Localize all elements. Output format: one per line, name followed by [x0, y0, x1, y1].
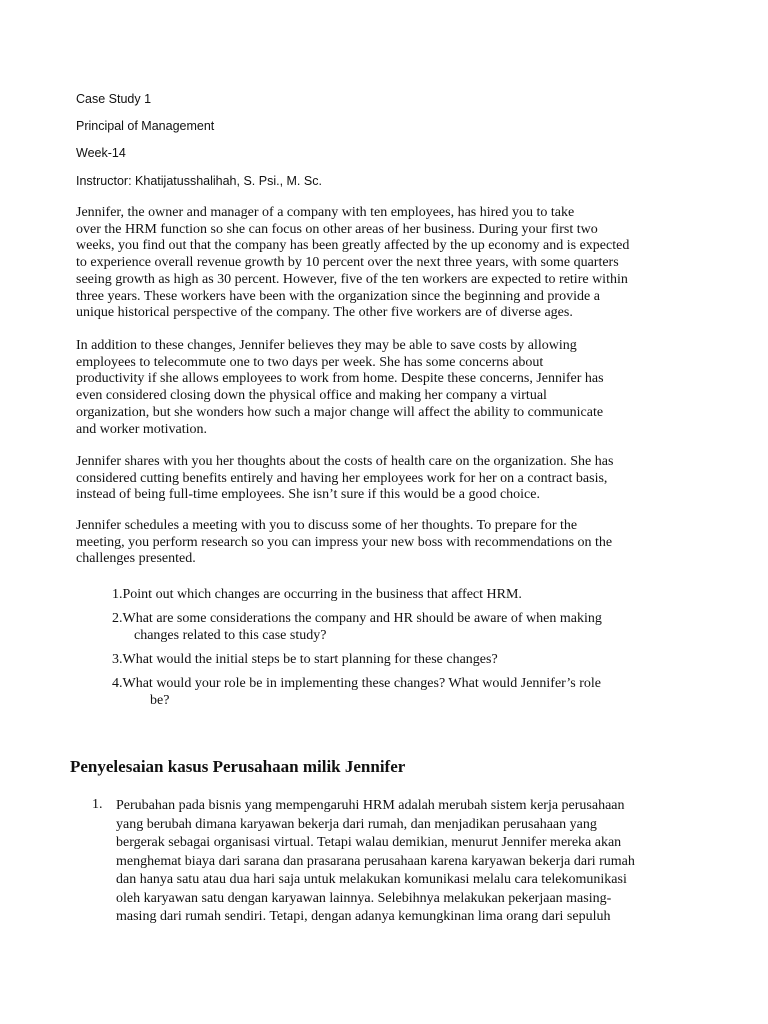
answer-heading: Penyelesaian kasus Perusahaan milik Jennifer [70, 757, 406, 776]
case-study-label: Case Study 1 [76, 92, 152, 106]
paragraph-health-care: Jennifer shares with you her thoughts about the costs of health care on the organization. She has considered cutting benefits entirely and having her employees work for her on a contract basis, instead of being full-time employees. She isn’t sure if this would be a good choice. [76, 454, 614, 503]
question-item: 1.Point out which changes are occurring in the business that affect HRM. [112, 587, 522, 602]
instructor-label: Instructor: Khatijatusshalihah, S. Psi., M. Sc. [76, 174, 322, 188]
course-title: Principal of Management [76, 119, 215, 133]
paragraph-meeting: Jennifer schedules a meeting with you to discuss some of her thoughts. To prepare for the meeting, you perform research so you can impress your new boss with recommendations on the challenges presented. [76, 518, 613, 567]
week-label: Week-14 [76, 146, 126, 160]
answer-paragraph: Perubahan pada bisnis yang mempengaruhi HRM adalah merubah sistem kerja perusahaan yang berubah dimana karyawan bekerja dari rumah, dan menjadikan perusahaan yang bergerak sebagai organisasi virtual. Tetapi walau demikian, menurut Jennifer mereka akan menghemat biaya dari sarana dan prasarana perusahaan karena karyawan bekerja dari rumah dan hanya satu atau dua hari saja untuk melakukan komunikasi melalu cara telekomunikasi oleh karyawan satu dengan karyawan lainnya. Selebihnya melakukan pekerjaan masing- masing dari rumah sendiri. Tetapi, dengan adanya kemungkinan lima orang dari sepuluh [116, 798, 635, 924]
paragraph-intro: Jennifer, the owner and manager of a company with ten employees, has hired you to take over the HRM function so she can focus on other areas of her business. During your first two weeks, you find out that the company has been greatly affected by the up economy and is expected to experience overall revenue growth by 10 percent over the next three years, with some quarters seeing growth as high as 30 percent. However, five of the ten workers are expected to retire within three years. These workers have been with the organization since the beginning and provide a unique historical perspective of the company. The other five workers are of diverse ages. [76, 205, 630, 321]
question-item: 4.What would your role be in implementing these changes? What would Jennifer’s role be? [112, 676, 601, 708]
answer-item-number: 1. [92, 797, 103, 812]
question-item: 3.What would the initial steps be to start planning for these changes? [112, 652, 498, 667]
paragraph-telecommute: In addition to these changes, Jennifer believes they may be able to save costs by allowing employees to telecommute one to two days per week. She has some concerns about productivity if she allows employees to work from home. Despite these concerns, Jennifer has even considered closing down the physical office and making her company a virtual organization, but she wonders how such a major change will affect the ability to communicate and worker motivation. [76, 338, 604, 437]
question-item: 2.What are some considerations the company and HR should be aware of when making changes related to this case study? [112, 611, 602, 643]
